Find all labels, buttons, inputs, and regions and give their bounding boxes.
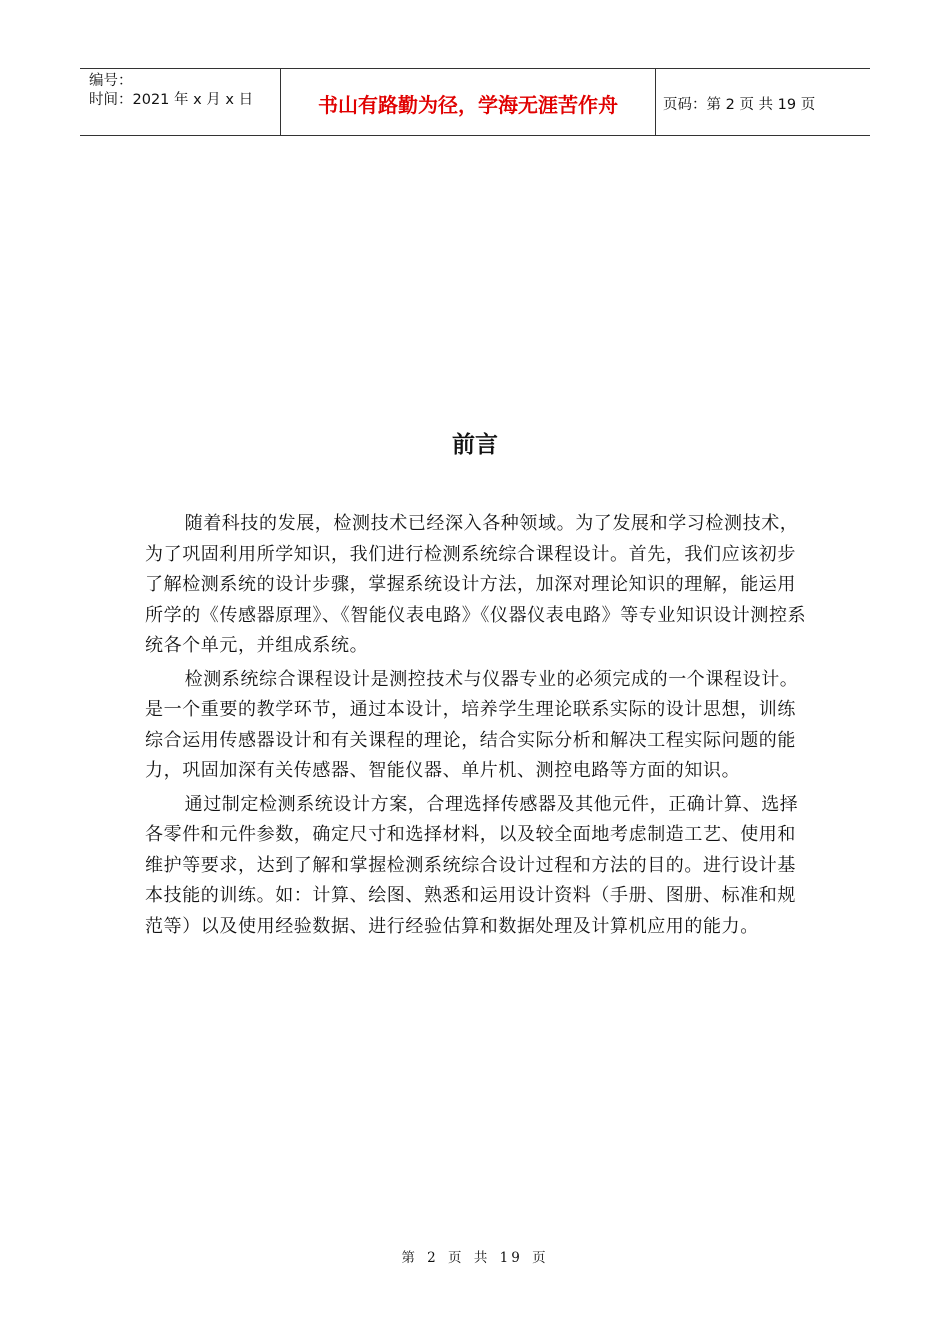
section-title: 前言 [452, 432, 498, 458]
header-table [80, 68, 870, 136]
document-number-label: 编号： [89, 73, 133, 89]
paragraph-3: 通过制定检测系统设计方案，合理选择传感器及其他元件，正确计算、选择各零件和元件参数，确定尺寸和选择材料，以及较全面地考虑制造工艺、使用和维护等要求，达到了解和掌握检测系统综合设计过程和方法的目的。进行设计基本技能的训练。如：计算、绘图、熟悉和运用设计资料（手册、图册、标准和规范等）以及使用经验数据、进行经验估算和数据处理及计算机应用的能力。 [145, 793, 799, 937]
header-motto: 书山有路勤为径，学海无涯苦作舟 [318, 93, 618, 117]
body-text [145, 509, 809, 945]
document-date: 时间：2021 年 x 月 x 日 [89, 92, 254, 108]
header-page-info: 页码：第 2 页 共 19 页 [663, 96, 816, 113]
header-meta-cell [80, 69, 281, 135]
page-footer: 第 2 页 共 19 页 [401, 1250, 549, 1266]
header-motto-cell [281, 69, 656, 135]
paragraph-1: 随着科技的发展，检测技术已经深入各种领域。为了发展和学习检测技术，为了巩固利用所学知识，我们进行检测系统综合课程设计。首先，我们应该初步了解检测系统的设计步骤，掌握系统设计方法，加深对理论知识的理解，能运用所学的《传感器原理》、《智能仪表电路》《仪器仪表电路》等专业知识设计测控系统各个单元，并组成系统。 [145, 513, 807, 656]
header-page-cell [656, 69, 870, 135]
paragraph-2: 检测系统综合课程设计是测控技术与仪器专业的必须完成的一个课程设计。是一个重要的教学环节，通过本设计，培养学生理论联系实际的设计思想，训练综合运用传感器设计和有关课程的理论，结合实际分析和解决工程实际问题的能力，巩固加深有关传感器、智能仪器、单片机、测控电路等方面的知识。 [145, 668, 799, 781]
